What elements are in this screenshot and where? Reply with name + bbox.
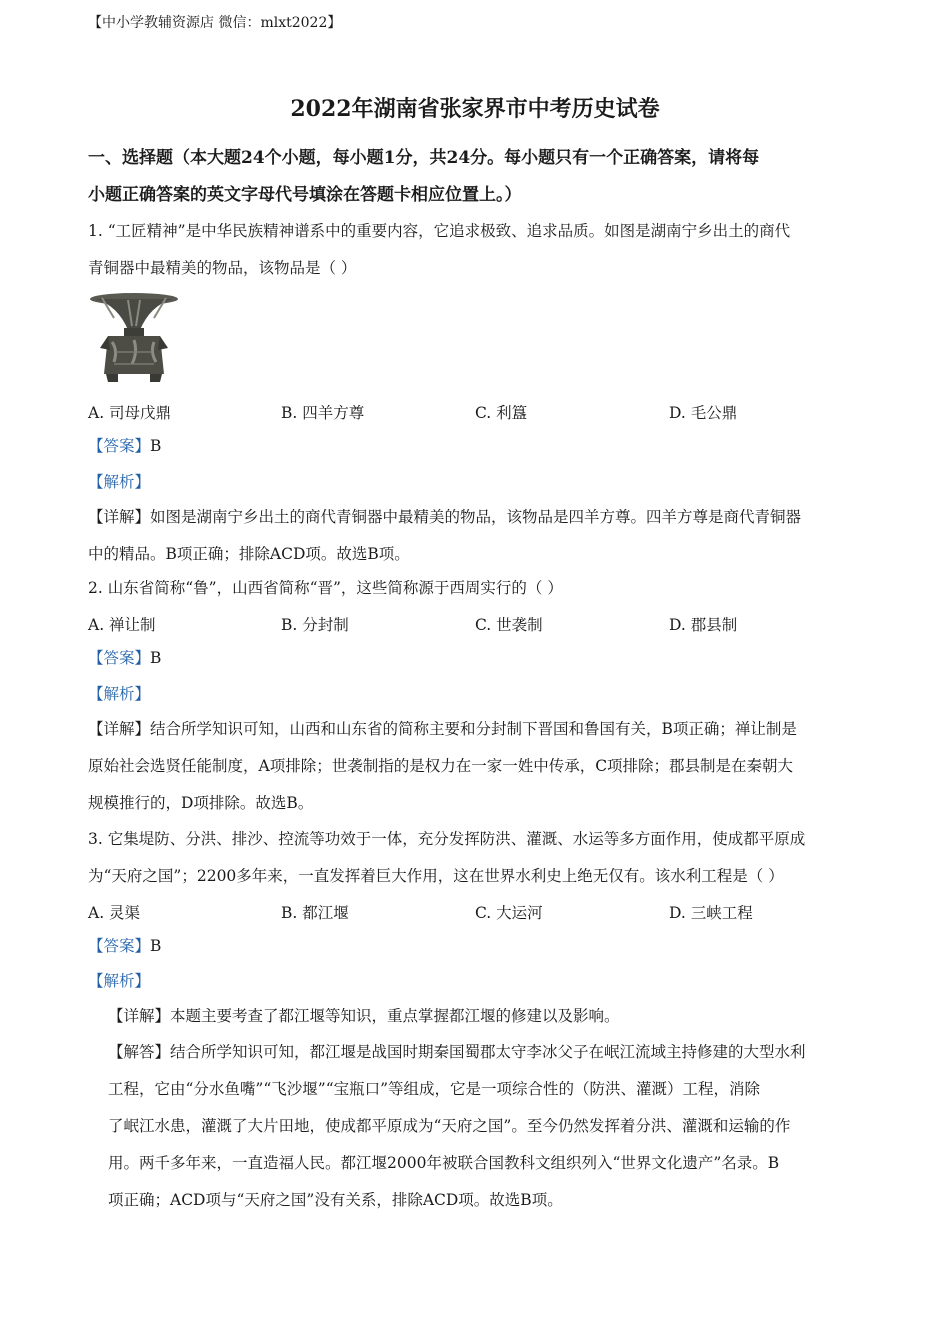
q2-detail-line-3: 规模推行的，D项排除。故选B。: [88, 794, 314, 812]
q2-detail-line-1: [88, 719, 863, 739]
q3-options: [88, 901, 863, 921]
q3-option-c: C. 大运河: [475, 904, 543, 922]
q3-stem-line-1: 3. 它集堤防、分洪、排沙、控流等功效于一体，充分发挥防洪、灌溉、水运等多方面作用，使成都平原成: [88, 830, 806, 848]
q3-solution-line-3: 了岷江水患，灌溉了大片田地，使成都平原成为“天府之国”。至今仍然发挥着分洪、灌溉和运输的作: [108, 1117, 791, 1135]
q2-detail-text: 结合所学知识可知，山西和山东省的简称主要和分封制下晋国和鲁国有关，B项正确；禅让制是: [150, 720, 797, 738]
bronze-vessel-image: [88, 290, 180, 382]
section-heading-line-2: 小题正确答案的英文字母代号填涂在答题卡相应位置上。）: [88, 185, 522, 205]
q3-answer: [88, 936, 863, 956]
q2-answer-value: B: [150, 649, 162, 667]
page-title: 2022年湖南省张家界市中考历史试卷: [290, 96, 660, 122]
q3-option-b: B. 都江堰: [281, 904, 349, 922]
q1-analysis-label: 【解析】: [88, 473, 151, 491]
header-note: 【中小学教辅资源店 微信：mlxt2022】: [88, 15, 342, 31]
q2-option-d: D. 郡县制: [669, 616, 738, 634]
q2-detail-line-2: 原始社会选贤任能制度，A项排除；世袭制指的是权力在一家一姓中传承，C项排除；郡县制是在秦朝大: [88, 757, 794, 775]
q1-option-a: A. 司母戊鼎: [88, 404, 172, 422]
q1-answer: [88, 436, 863, 456]
answer-label: 【答案】: [88, 437, 151, 455]
q3-solution-text: 结合所学知识可知，都江堰是战国时期秦国蜀郡太守李冰父子在岷江流域主持修建的大型水利: [170, 1043, 806, 1061]
q3-solution-line-1: [108, 1042, 863, 1062]
answer-label: 【答案】: [88, 649, 151, 667]
detail-label: 【详解】: [88, 720, 151, 738]
q3-answer-value: B: [150, 937, 162, 955]
q1-option-c: C. 利簋: [475, 404, 528, 422]
q3-option-a: A. 灵渠: [88, 904, 141, 922]
answer-label: 【答案】: [88, 937, 151, 955]
detail-label: 【详解】: [88, 508, 151, 526]
q1-detail-text: 如图是湖南宁乡出土的商代青铜器中最精美的物品，该物品是四羊方尊。四羊方尊是商代青铜器: [150, 508, 802, 526]
q3-solution-line-2: 工程，它由“分水鱼嘴”“飞沙堰”“宝瓶口”等组成，它是一项综合性的（防洪、灌溉）工程，消除: [108, 1080, 761, 1098]
detail-label: 【详解】: [108, 1007, 171, 1025]
q1-stem-line-2: 青铜器中最精美的物品，该物品是（ ）: [88, 259, 357, 277]
q3-detail-line: [108, 1006, 863, 1026]
solution-label: 【解答】: [108, 1043, 171, 1061]
q3-solution-line-4: 用。两千多年来，一直造福人民。都江堰2000年被联合国教科文组织列入“世界文化遗产”名录。B: [108, 1154, 780, 1172]
q3-stem-line-2: 为“天府之国”；2200多年来，一直发挥着巨大作用，这在世界水利史上绝无仅有。该水利工程是（ ）: [88, 867, 784, 885]
q2-options: [88, 613, 863, 633]
q2-answer: [88, 648, 863, 668]
q1-option-b: B. 四羊方尊: [281, 404, 365, 422]
q1-options: [88, 401, 863, 421]
q1-answer-value: B: [150, 437, 162, 455]
q1-stem-line-1: 1. “工匠精神”是中华民族精神谱系中的重要内容，它追求极致、追求品质。如图是湖南宁乡出土的商代: [88, 222, 791, 240]
q2-analysis-label: 【解析】: [88, 685, 151, 703]
q2-option-c: C. 世袭制: [475, 616, 543, 634]
q1-detail-line-2: 中的精品。B项正确；排除ACD项。故选B项。: [88, 545, 410, 563]
section-heading-line-1: 一、选择题（本大题24个小题，每小题1分，共24分。每小题只有一个正确答案，请将每: [88, 148, 760, 168]
q2-option-a: A. 禅让制: [88, 616, 156, 634]
q2-stem-line-1: 2. 山东省简称“鲁”，山西省简称“晋”，这些简称源于西周实行的（ ）: [88, 579, 563, 597]
q1-option-d: D. 毛公鼎: [669, 404, 738, 422]
q2-option-b: B. 分封制: [281, 616, 349, 634]
q3-solution-line-5: 项正确；ACD项与“天府之国”没有关系，排除ACD项。故选B项。: [108, 1191, 563, 1209]
q1-detail-line-1: [88, 507, 863, 527]
q3-option-d: D. 三峡工程: [669, 904, 753, 922]
q3-analysis-label: 【解析】: [88, 972, 151, 990]
q3-detail-text: 本题主要考查了都江堰等知识，重点掌握都江堰的修建以及影响。: [170, 1007, 620, 1025]
